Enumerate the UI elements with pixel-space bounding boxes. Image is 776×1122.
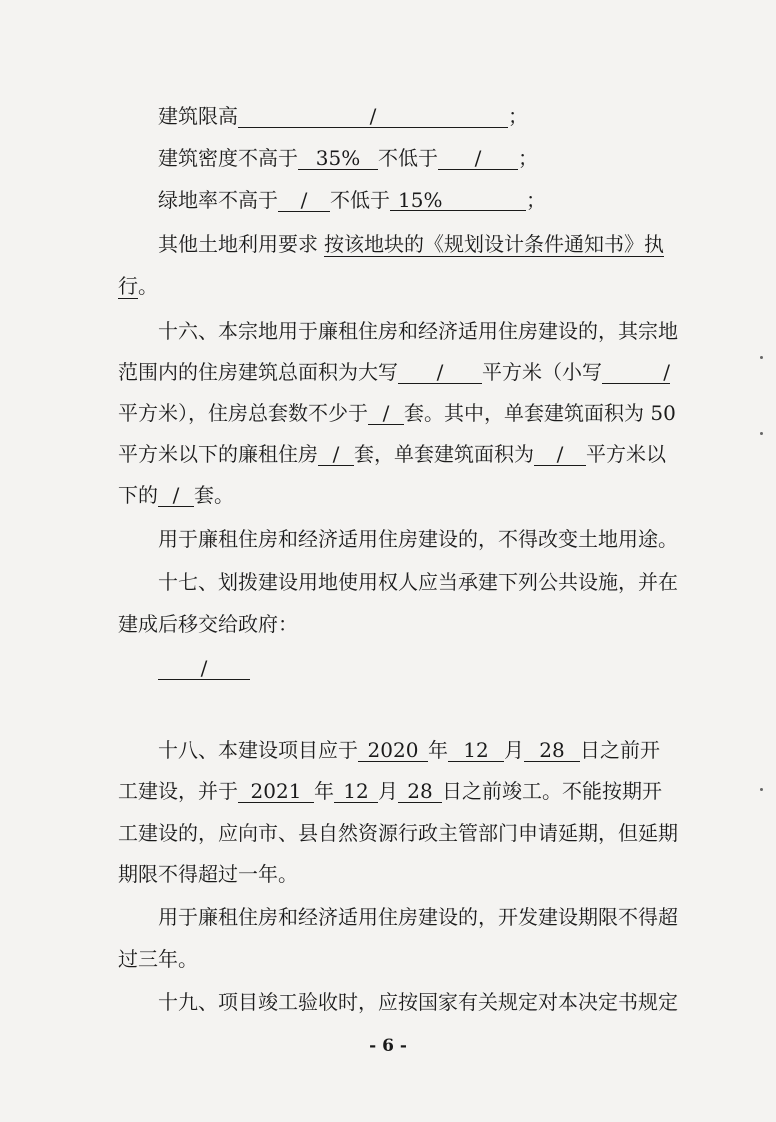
section-16-line-5 (118, 480, 234, 510)
start-month-value: 12 (448, 737, 504, 762)
text: 平方米（小写 (482, 360, 602, 384)
label-text: 其他土地利用要求 (158, 232, 318, 256)
building-density-line (158, 143, 538, 173)
other-requirements-cont (118, 271, 158, 301)
label-text: 不低于 (378, 146, 438, 170)
text: 范围内的住房建筑总面积为大写 (118, 360, 398, 384)
start-year-value: 2020 (358, 737, 428, 762)
punct: ； (526, 188, 546, 212)
text: 十八、本建设项目应于 (158, 738, 358, 762)
punct: ； (518, 146, 538, 170)
building-height-value: / (238, 103, 508, 128)
start-day-value: 28 (524, 737, 580, 762)
text: 年 (314, 779, 334, 803)
end-month-value: 12 (334, 778, 378, 803)
section-17-facilities-line (158, 653, 250, 683)
small-units-value: / (158, 482, 194, 507)
text: 日之前竣工。不能按期开 (442, 779, 662, 803)
green-ratio-line (158, 185, 546, 215)
text: 平方米），住房总套数不少于 (118, 401, 368, 425)
other-requirements-value-cont: 行 (118, 274, 138, 298)
text: 套，单套建筑面积为 (354, 442, 534, 466)
end-year-value: 2021 (238, 778, 314, 803)
section-16-line-6: 用于廉租住房和经济适用住房建设的，不得改变土地用途。 (158, 527, 678, 551)
text: 月 (378, 779, 398, 803)
density-min-value: / (438, 145, 518, 170)
unit-area-value: / (534, 441, 586, 466)
total-area-capital: / (398, 359, 482, 384)
scan-speck (760, 432, 763, 435)
label-text: 建筑限高 (158, 104, 238, 128)
section-17-line-2: 建成后移交给政府： (118, 612, 298, 636)
text: 套。 (194, 483, 234, 507)
section-16-line-1: 十六、本宗地用于廉租住房和经济适用住房建设的，其宗地 (158, 319, 678, 343)
other-requirements-line (158, 229, 664, 259)
text: 下的 (118, 483, 158, 507)
section-19-line-1: 十九、项目竣工验收时，应按国家有关规定对本决定书规定 (158, 990, 678, 1014)
text: 套。其中，单套建筑面积为 50 (404, 401, 676, 425)
section-18-line-4: 期限不得超过一年。 (118, 862, 298, 886)
text: 工建设，并于 (118, 779, 238, 803)
section-18-line-1 (158, 735, 660, 765)
label-text: 建筑密度不高于 (158, 146, 298, 170)
section-18-line-5: 用于廉租住房和经济适用住房建设的，开发建设期限不得超 (158, 905, 678, 929)
text: 月 (504, 738, 524, 762)
scan-speck (760, 788, 763, 791)
section-16-line-3 (118, 398, 676, 428)
section-17-line-1: 十七、划拨建设用地使用权人应当承建下列公共设施，并在 (158, 570, 678, 594)
green-min-value: 15% (390, 187, 526, 211)
text: 年 (428, 738, 448, 762)
building-height-line (158, 101, 528, 131)
punct: ； (508, 104, 528, 128)
scan-speck (760, 356, 763, 359)
public-facilities-value: / (158, 655, 250, 680)
text: 平方米以 (586, 442, 666, 466)
label-text: 绿地率不高于 (158, 188, 278, 212)
total-area-number: / (602, 359, 670, 384)
density-max-value: 35% (298, 145, 378, 170)
section-18-line-3: 工建设的，应向市、县自然资源行政主管部门申请延期，但延期 (118, 821, 678, 845)
page-number: - 6 - (369, 1036, 407, 1056)
punct: 。 (138, 274, 158, 298)
text: 日之前开 (580, 738, 660, 762)
text: 平方米以下的廉租住房 (118, 442, 318, 466)
end-day-value: 28 (398, 778, 442, 803)
other-requirements-value: 按该地块的《规划设计条件通知书》执 (324, 232, 664, 256)
section-18-line-6: 过三年。 (118, 947, 198, 971)
low-rent-units-value: / (318, 441, 354, 466)
total-units-value: / (368, 400, 404, 425)
green-max-value: / (278, 187, 330, 212)
section-16-line-4 (118, 439, 666, 469)
section-16-line-2 (118, 357, 670, 387)
section-18-line-2 (118, 776, 662, 806)
label-text: 不低于 (330, 188, 390, 212)
